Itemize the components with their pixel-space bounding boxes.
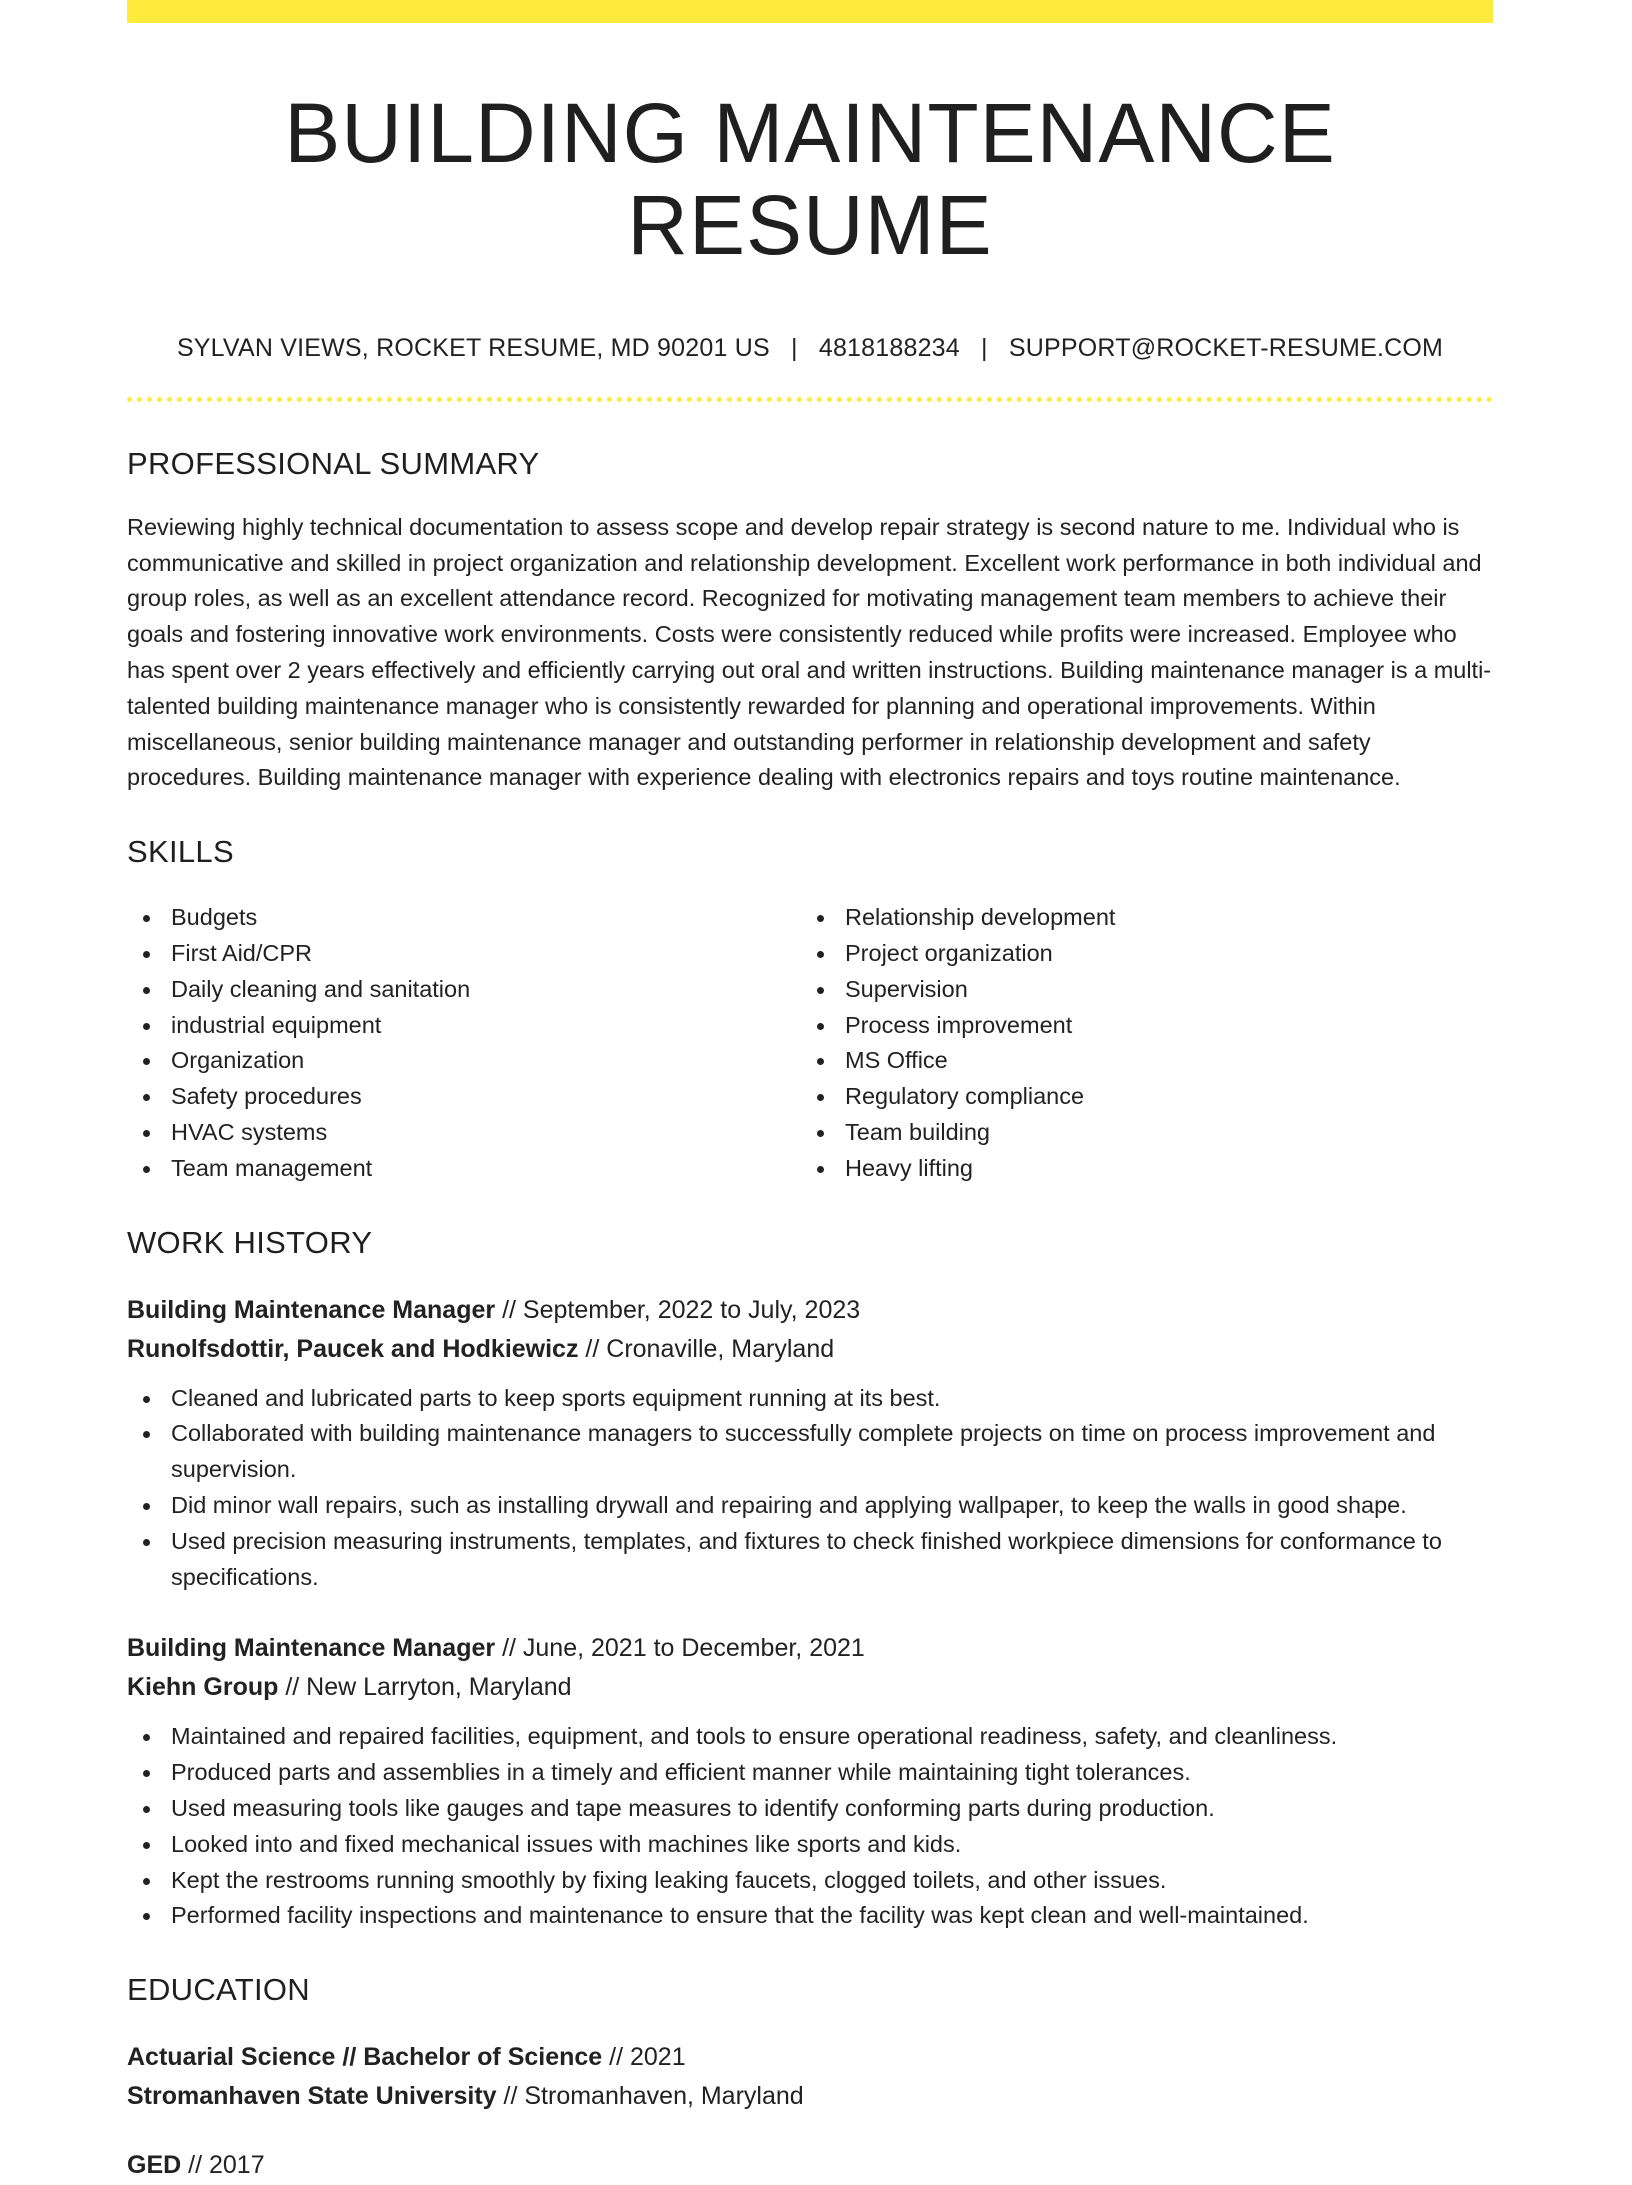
duty-item: Collaborated with building maintenance managers to successfully complete projects on time on process improvement and supervision. (127, 1416, 1493, 1488)
education-year: // 2017 (188, 2151, 265, 2180)
duty-item: Looked into and fixed mechanical issues with machines like sports and kids. (127, 1827, 1493, 1863)
skill-item: MS Office (801, 1043, 1475, 1079)
education-degree: GED (127, 2151, 182, 2180)
job-company-line (127, 1330, 1493, 1369)
job-location: // New Larryton, Maryland (285, 1673, 572, 1702)
skill-item: HVAC systems (127, 1115, 801, 1151)
duty-item: Used precision measuring instruments, templates, and fixtures to check finished workpiece dimensions for conformance to specifications. (127, 1524, 1493, 1596)
skills-list (127, 900, 1493, 1186)
top-accent-bar (127, 0, 1493, 23)
skill-item: Project organization (801, 936, 1475, 972)
skill-item: Heavy lifting (801, 1151, 1475, 1187)
job-role: Building Maintenance Manager (127, 1295, 496, 1324)
job-entry (127, 1629, 1493, 1934)
summary-heading: PROFESSIONAL SUMMARY (127, 445, 540, 481)
education-degree-line (127, 2146, 1493, 2185)
contact-phone: 4818188234 (818, 333, 960, 362)
summary-text: Reviewing highly technical documentation to assess scope and develop repair strategy is second nature to me. Individual who is communicative and skilled in project organization and relationship development. Excellent work performance in both individual and group roles, as well as an excellent attendance record. Recognized for motivating management team members to achieve their goals and fostering innovative work environments. Costs were consistently reduced while profits were increased. Employee who has spent over 2 years effectively and efficiently carrying out oral and written instructions. Building maintenance manager is a multi-talented building maintenance manager who is consistently rewarded for planning and operational improvements. Within miscellaneous, senior building maintenance manager and outstanding performer in relationship development and safety procedures. Building maintenance manager with experience dealing with electronics repairs and toys routine maintenance. (127, 513, 1492, 791)
contact-separator: | (790, 333, 798, 362)
skill-item: Safety procedures (127, 1079, 801, 1115)
skills-column-right (801, 900, 1475, 1186)
resume-page (127, 0, 1493, 2185)
contact-line (127, 334, 1493, 363)
duty-item: Kept the restrooms running smoothly by fixing leaking faucets, clogged toilets, and other issues. (127, 1863, 1493, 1899)
education-location: // Stromanhaven, Maryland (503, 2082, 804, 2111)
education-degree-line (127, 2038, 1493, 2077)
job-company: Runolfsdottir, Paucek and Hodkiewicz (127, 1334, 579, 1363)
duty-item: Maintained and repaired facilities, equipment, and tools to ensure operational readiness, safety, and cleanliness. (127, 1719, 1493, 1755)
job-title-line (127, 1291, 1493, 1330)
skill-item: Process improvement (801, 1008, 1475, 1044)
skill-item: Relationship development (801, 900, 1475, 936)
skill-item: Budgets (127, 900, 801, 936)
dotted-divider (127, 397, 1493, 402)
job-entry (127, 1291, 1493, 1596)
education-school: Stromanhaven State University (127, 2082, 497, 2111)
job-company-line (127, 1668, 1493, 1707)
job-title-line (127, 1629, 1493, 1668)
education-degree: Actuarial Science // Bachelor of Science (127, 2043, 603, 2072)
job-company: Kiehn Group (127, 1673, 279, 1702)
job-dates: // June, 2021 to December, 2021 (502, 1634, 865, 1663)
skill-item: Organization (127, 1043, 801, 1079)
contact-address: SYLVAN VIEWS, ROCKET RESUME, MD 90201 US (176, 333, 770, 362)
skill-item: Regulatory compliance (801, 1079, 1475, 1115)
contact-email: SUPPORT@ROCKET-RESUME.COM (1008, 333, 1444, 362)
duty-item: Produced parts and assemblies in a timely and efficient manner while maintaining tight tolerances. (127, 1755, 1493, 1791)
education-entry (127, 2146, 1493, 2185)
skills-heading: SKILLS (127, 834, 234, 870)
skill-item: Daily cleaning and sanitation (127, 972, 801, 1008)
duty-item: Cleaned and lubricated parts to keep sports equipment running at its best. (127, 1381, 1493, 1417)
job-location: // Cronaville, Maryland (585, 1334, 835, 1363)
duty-item: Did minor wall repairs, such as installing drywall and repairing and applying wallpaper, to keep the walls in good shape. (127, 1488, 1493, 1524)
contact-separator: | (981, 333, 988, 362)
education-year: // 2021 (609, 2043, 686, 2072)
job-duties (127, 1381, 1493, 1596)
education-heading: EDUCATION (127, 1972, 310, 2008)
duty-item: Performed facility inspections and maintenance to ensure that the facility was kept clean and well-maintained. (127, 1898, 1493, 1934)
job-role: Building Maintenance Manager (127, 1634, 496, 1663)
job-dates: // September, 2022 to July, 2023 (502, 1295, 861, 1324)
job-duties (127, 1719, 1493, 1934)
skill-item: First Aid/CPR (127, 936, 801, 972)
skills-column-left (127, 900, 801, 1186)
skill-item: Team building (801, 1115, 1475, 1151)
skill-item: Supervision (801, 972, 1475, 1008)
resume-title: BUILDING MAINTENANCE RESUME (284, 86, 1336, 273)
skill-item: Team management (127, 1151, 801, 1187)
education-entry (127, 2038, 1493, 2116)
duty-item: Used measuring tools like gauges and tape measures to identify conforming parts during production. (127, 1791, 1493, 1827)
work-history-heading: WORK HISTORY (127, 1224, 373, 1260)
skill-item: industrial equipment (127, 1008, 801, 1044)
education-school-line (127, 2077, 1493, 2116)
